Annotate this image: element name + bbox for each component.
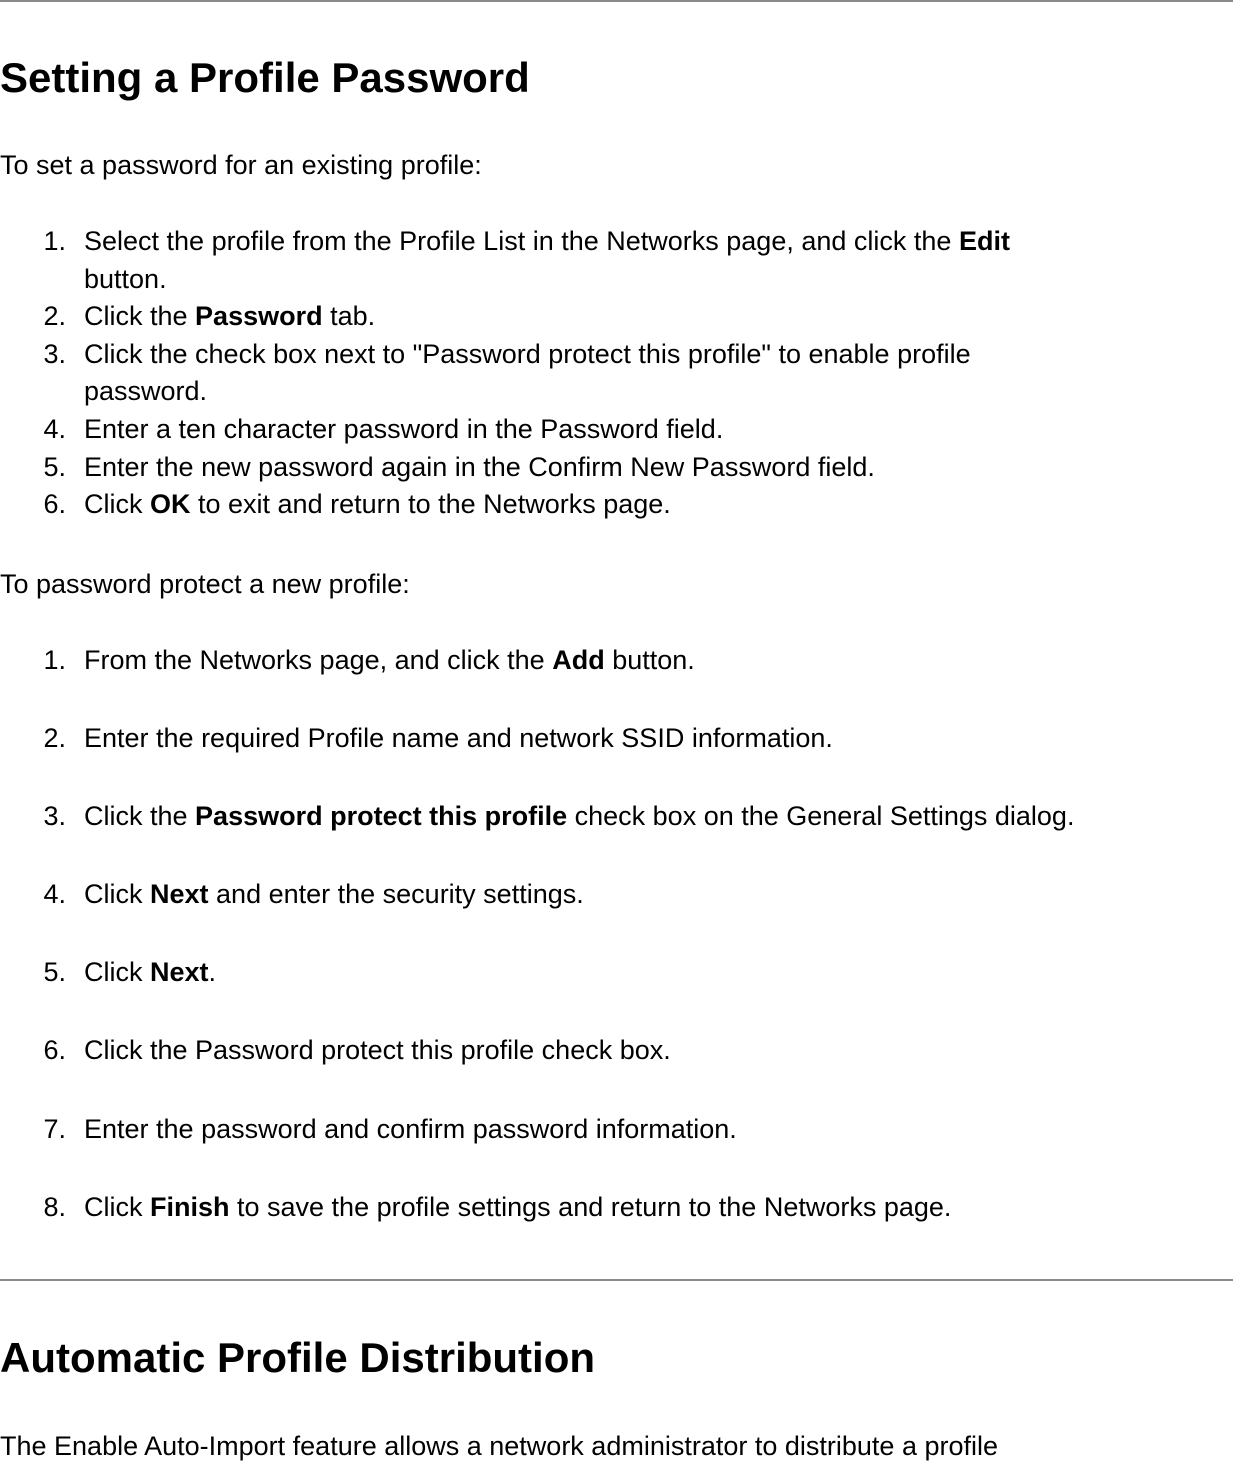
step-text-after: check box on the General Settings dialog. — [567, 801, 1075, 832]
intro-new-profile: To password protect a new profile: — [0, 569, 410, 599]
step-number: 7. — [43, 1113, 66, 1144]
step-text-continued: password. — [84, 376, 208, 407]
step-emphasis: OK — [150, 489, 191, 520]
top-divider — [0, 0, 1233, 2]
new-profile-steps — [0, 642, 1233, 1226]
step-number: 2. — [43, 723, 66, 754]
step-text-after: button. — [604, 645, 695, 675]
list-item — [0, 1111, 1233, 1149]
step-emphasis: Next — [150, 957, 209, 988]
step-number: 2. — [43, 301, 66, 332]
step-number: 6. — [43, 1035, 66, 1066]
step-text-after: to save the profile settings and return to the Networks page. — [229, 1191, 952, 1222]
step-number: 4. — [43, 879, 66, 910]
step-number: 5. — [43, 451, 66, 482]
step-text: Click the Password protect this profile check box. — [84, 1035, 671, 1066]
intro-existing-profile: To set a password for an existing profile: — [0, 150, 482, 180]
step-text: Enter the required Profile name and network SSID information. — [84, 723, 833, 754]
list-item — [0, 876, 1233, 914]
step-text: Enter a ten character password in the Password field. — [84, 413, 724, 444]
step-text: Select the profile from the Profile List in the Networks page, and click the — [84, 226, 959, 256]
list-item — [0, 223, 1233, 298]
step-text-after: and enter the security settings. — [208, 879, 584, 910]
step-text-after: . — [208, 957, 217, 988]
step-number: 5. — [43, 957, 66, 988]
step-number: 8. — [43, 1191, 66, 1222]
step-number: 3. — [43, 801, 66, 832]
step-emphasis: Password protect this profile — [195, 801, 568, 832]
step-emphasis: Add — [552, 645, 605, 675]
list-item — [0, 298, 1233, 336]
step-text: Click — [84, 489, 150, 520]
intro-auto-import: The Enable Auto-Import feature allows a network administrator to distribute a profile — [0, 1431, 998, 1461]
step-text: From the Networks page, and click the — [84, 645, 553, 675]
section-heading-profile-password: Setting a Profile Password — [0, 54, 530, 101]
step-number: 4. — [43, 413, 66, 444]
step-text: Click — [84, 1191, 150, 1222]
existing-profile-steps — [0, 223, 1233, 524]
step-text: Click the — [84, 301, 196, 332]
step-text: Enter the new password again in the Confirm New Password field. — [84, 451, 875, 482]
list-item — [0, 1189, 1233, 1227]
section-heading-auto-distribution: Automatic Profile Distribution — [0, 1334, 596, 1381]
list-item — [0, 1032, 1233, 1070]
step-text-after: to exit and return to the Networks page. — [190, 489, 671, 520]
step-text: Click — [84, 957, 150, 988]
list-item — [0, 642, 1233, 680]
list-item — [0, 449, 1233, 487]
list-item — [0, 954, 1233, 992]
step-text: Click — [84, 879, 150, 910]
step-text: Click the check box next to "Password protect this profile" to enable profile — [84, 338, 971, 369]
list-item — [0, 411, 1233, 449]
list-item — [0, 486, 1233, 524]
step-text: Enter the password and confirm password information. — [84, 1113, 737, 1144]
list-item — [0, 798, 1233, 836]
step-emphasis: Finish — [150, 1191, 230, 1222]
list-item — [0, 336, 1233, 411]
step-emphasis: Password — [195, 301, 323, 332]
step-text-continued: button. — [84, 263, 167, 294]
step-number: 1. — [43, 226, 66, 256]
step-number: 3. — [43, 338, 66, 369]
step-text-after: tab. — [322, 301, 376, 332]
step-number: 6. — [43, 489, 66, 520]
step-emphasis: Next — [150, 879, 209, 910]
list-item — [0, 720, 1233, 758]
step-emphasis: Edit — [958, 226, 1010, 256]
section-divider — [0, 1279, 1233, 1281]
step-text: Click the — [84, 801, 196, 832]
step-number: 1. — [43, 645, 66, 675]
